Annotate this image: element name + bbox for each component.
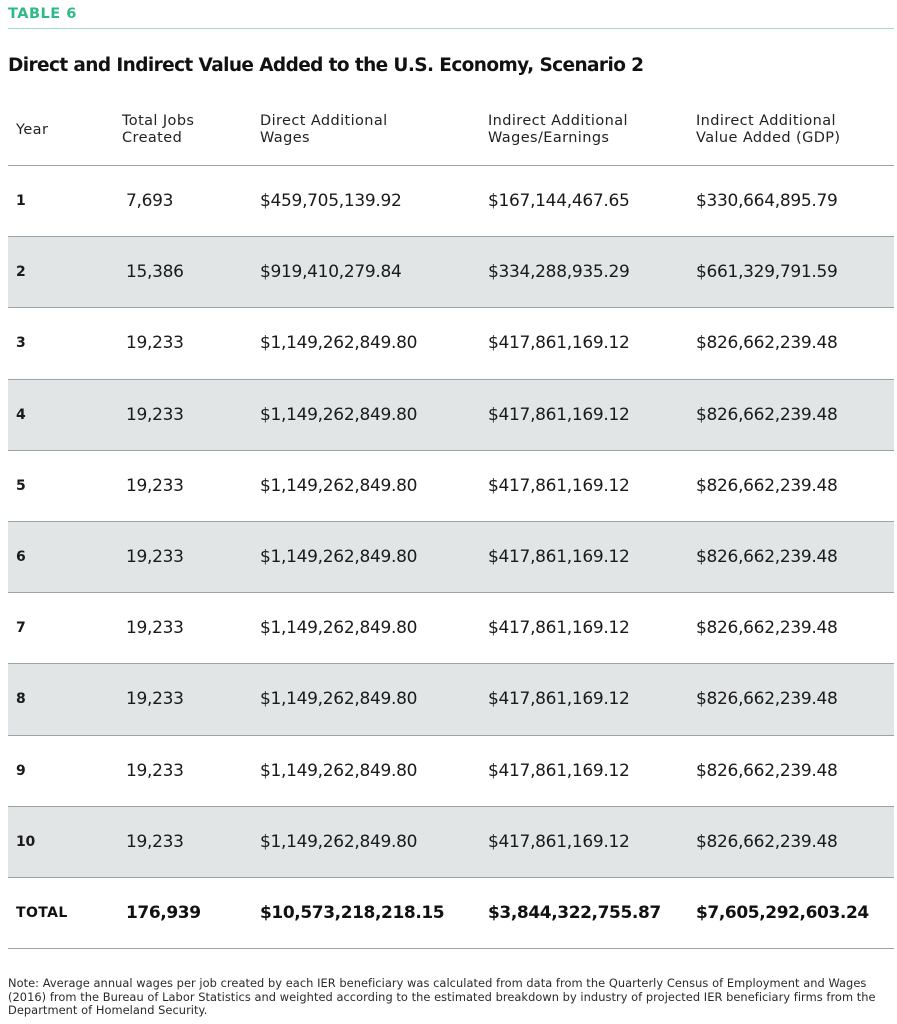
header-indirect-gdp: Indirect Additional Value Added (GDP) [696,113,841,146]
total-label: TOTAL [16,904,68,921]
table-row [8,736,894,807]
total-jobs: 176,939 [126,902,201,923]
data-table [8,95,894,949]
cell-indirect-wages: $417,861,169.12 [488,475,630,496]
cell-indirect-wages: $334,288,935.29 [488,262,630,283]
cell-indirect-gdp: $826,662,239.48 [696,333,838,354]
cell-indirect-wages: $167,144,467.65 [488,191,630,212]
total-indirect-wages: $3,844,322,755.87 [488,902,661,923]
cell-total-jobs: 19,233 [126,689,184,710]
cell-total-jobs: 19,233 [126,404,184,425]
cell-direct-wages: $919,410,279.84 [260,262,402,283]
table-label: TABLE 6 [8,6,77,22]
cell-indirect-gdp: $826,662,239.48 [696,618,838,639]
cell-direct-wages: $1,149,262,849.80 [260,689,418,710]
cell-indirect-wages: $417,861,169.12 [488,831,630,852]
table-row [8,522,894,593]
cell-indirect-gdp: $826,662,239.48 [696,760,838,781]
cell-direct-wages: $1,149,262,849.80 [260,760,418,781]
table-row [8,308,894,379]
cell-indirect-wages: $417,861,169.12 [488,689,630,710]
cell-year: 9 [16,762,26,779]
table-total-row [8,878,894,949]
cell-direct-wages: $1,149,262,849.80 [260,333,418,354]
cell-indirect-gdp: $330,664,895.79 [696,191,838,212]
cell-total-jobs: 15,386 [126,262,184,283]
cell-year: 8 [16,691,26,708]
cell-direct-wages: $459,705,139.92 [260,191,402,212]
cell-direct-wages: $1,149,262,849.80 [260,831,418,852]
cell-indirect-gdp: $826,662,239.48 [696,475,838,496]
cell-indirect-gdp: $826,662,239.48 [696,404,838,425]
total-indirect-gdp: $7,605,292,603.24 [696,902,869,923]
table-row [8,380,894,451]
cell-indirect-wages: $417,861,169.12 [488,547,630,568]
total-direct-wages: $10,573,218,218.15 [260,902,445,923]
table-row [8,664,894,735]
table-row [8,593,894,664]
cell-total-jobs: 19,233 [126,760,184,781]
table-row [8,807,894,878]
cell-year: 7 [16,620,26,637]
cell-direct-wages: $1,149,262,849.80 [260,547,418,568]
cell-total-jobs: 19,233 [126,333,184,354]
cell-indirect-gdp: $826,662,239.48 [696,831,838,852]
cell-indirect-gdp: $826,662,239.48 [696,547,838,568]
header-year: Year [16,121,49,138]
cell-year: 10 [16,833,35,850]
cell-total-jobs: 19,233 [126,831,184,852]
table-label-rule [8,28,894,29]
cell-total-jobs: 19,233 [126,475,184,496]
cell-total-jobs: 7,693 [126,191,174,212]
cell-indirect-wages: $417,861,169.12 [488,618,630,639]
header-indirect-wages: Indirect Additional Wages/Earnings [488,113,628,146]
cell-indirect-wages: $417,861,169.12 [488,404,630,425]
page-title: Direct and Indirect Value Added to the U.S. Economy, Scenario 2 [8,55,644,76]
cell-year: 2 [16,264,26,281]
cell-indirect-gdp: $661,329,791.59 [696,262,838,283]
cell-total-jobs: 19,233 [126,547,184,568]
table-row [8,237,894,308]
table-row [8,451,894,522]
cell-indirect-wages: $417,861,169.12 [488,333,630,354]
table-header-row [8,95,894,166]
cell-year: 6 [16,549,26,566]
table-row [8,166,894,237]
cell-indirect-gdp: $826,662,239.48 [696,689,838,710]
footnote: Note: Average annual wages per job created by each IER beneficiary was calculated from data from the Quarterly Census of Employment and Wages (2016) from the Bureau of Labor Statistics and weighted according to the estimated breakdown by industry of projected IER beneficiary firms from the Department of Homeland Security. [8,976,876,1018]
header-total-jobs: Total Jobs Created [122,113,195,146]
cell-direct-wages: $1,149,262,849.80 [260,475,418,496]
cell-year: 3 [16,335,26,352]
cell-direct-wages: $1,149,262,849.80 [260,618,418,639]
cell-direct-wages: $1,149,262,849.80 [260,404,418,425]
cell-year: 4 [16,406,26,423]
cell-indirect-wages: $417,861,169.12 [488,760,630,781]
cell-year: 5 [16,477,26,494]
cell-year: 1 [16,193,26,210]
header-direct-wages: Direct Additional Wages [260,113,388,146]
cell-total-jobs: 19,233 [126,618,184,639]
